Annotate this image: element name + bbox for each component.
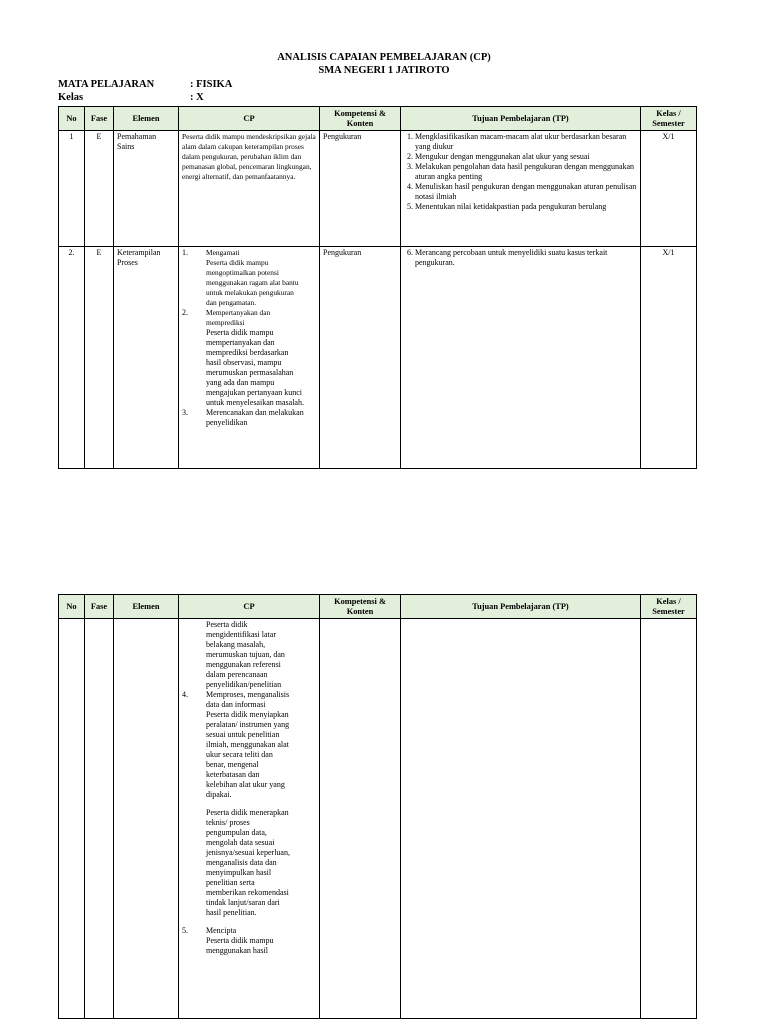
class-label: Kelas — [58, 92, 84, 103]
cp-paragraph: Peserta didik mampu menggunakan hasil — [206, 936, 274, 955]
table-row — [59, 619, 697, 1019]
column-header: Tujuan Pembelajaran (TP) — [401, 107, 641, 131]
cp-item — [182, 926, 291, 936]
column-header: No — [59, 595, 85, 619]
row-kompetensi: Pengukuran — [320, 131, 401, 247]
table-row — [59, 247, 697, 469]
cp-item — [182, 248, 305, 308]
tp-item: 2. Mengukur dengan menggunakan alat ukur yang sesuai — [415, 152, 637, 162]
table-header-row — [59, 107, 697, 131]
row-kompetensi: Pengukuran — [320, 247, 401, 469]
row-tp — [401, 247, 641, 469]
cp-item-heading: Mencipta — [206, 926, 237, 935]
cp-item-number: 4. — [182, 690, 188, 699]
row-cp — [179, 619, 320, 1019]
tp-item: 5. Menentukan nilai ketidakpastian pada pengukuran berulang — [415, 202, 637, 212]
subject-value: : FISIKA — [190, 79, 233, 90]
row-kelas: X/1 — [641, 131, 697, 247]
cp-item-body: Peserta didik mampu mengoptimalkan potensi menggunakan ragam alat bantu untuk melakukan pengukuran dan pengamatan. — [206, 258, 299, 307]
cp-item-heading: Merencanakan dan melakukan penyelidikan — [206, 408, 304, 427]
cp-paragraph: Peserta didik menyiapkan peralatan/ instrumen yang sesuai untuk penelitian ilmiah, menggunakan alat ukur secara teliti dan benar, mengenal keterbatasan dan kelebihan alat ukur yang dipakai. — [206, 710, 290, 799]
column-header: Elemen — [114, 107, 179, 131]
tp-item: 6. Merancang percobaan untuk menyelidiki suatu kasus terkait pengukuran. — [415, 248, 637, 268]
table-row — [59, 131, 697, 247]
cp-analysis-table — [58, 106, 697, 469]
cp-paragraph: Peserta didik menerapkan teknis/ proses pengumpulan data, mengolah data sesuai jenisnya/sesuai keperluan, menganalisis data dan menyimpulkan hasil penelitian serta memberikan rekomendasi tindak lanjut/saran dari hasil penelitian. — [206, 808, 290, 917]
cp-item-heading: Mempertanyakan dan memprediksi — [206, 308, 271, 327]
row-fase: E — [85, 247, 114, 469]
column-header: Kompetensi & Konten — [320, 595, 401, 619]
subject-label: MATA PELAJARAN — [58, 79, 155, 90]
cp-item — [182, 690, 291, 710]
column-header: Kelas / Semester — [641, 107, 697, 131]
tp-list — [404, 248, 637, 268]
column-header: Kelas / Semester — [641, 595, 697, 619]
column-header: CP — [179, 595, 320, 619]
row-tp — [401, 131, 641, 247]
cp-item — [182, 408, 305, 428]
cp-item — [182, 308, 305, 408]
row-fase: E — [85, 131, 114, 247]
document-title: ANALISIS CAPAIAN PEMBELAJARAN (CP) — [277, 52, 491, 63]
table-header-row — [59, 595, 697, 619]
cp-item-number: 2. — [182, 308, 188, 317]
cp-item-number: 1. — [182, 248, 188, 257]
column-header: No — [59, 107, 85, 131]
cp-item-heading: Mengamati — [206, 248, 240, 257]
cp-item-body: Peserta didik mampu mempertanyakan dan memprediksi berdasarkan hasil observasi, mampu merumuskan permasalahan yang ada dan mampu mengajukan pertanyaan kunci untuk menyelesaikan masalah. — [206, 328, 304, 407]
column-header: Fase — [85, 595, 114, 619]
column-header: Elemen — [114, 595, 179, 619]
tp-item: 3. Melakukan pengolahan data hasil pengukuran dengan menggunakan aturan angka penting — [415, 162, 637, 182]
cp-item-heading: Memproses, menganalisis data dan informasi — [206, 690, 290, 709]
cp-paragraph: Peserta didik mengidentifikasi latar belakang masalah, merumuskan tujuan, dan menggunakan referensi dalam perencanaan penyelidikan/penelitian — [206, 620, 285, 689]
cp-analysis-table-continued — [58, 594, 697, 1019]
row-cp: Peserta didik mampu mendeskripsikan gejala alam dalam cakupan keterampilan proses dalam pengukuran, perubahan iklim dan pemanasan global, pencemaran lingkungan, energi alternatif, dan pemanfaatannya. — [179, 131, 320, 247]
cp-item-number: 5. — [182, 926, 188, 935]
tp-list — [404, 132, 637, 212]
column-header: Tujuan Pembelajaran (TP) — [401, 595, 641, 619]
cp-item-number: 3. — [182, 408, 188, 417]
row-no: 1 — [59, 131, 85, 247]
column-header: Kompetensi & Konten — [320, 107, 401, 131]
tp-item: 1. Mengklasifikasikan macam-macam alat ukur berdasarkan besaran yang diukur — [415, 132, 637, 152]
column-header: CP — [179, 107, 320, 131]
class-line — [58, 92, 204, 103]
row-kelas: X/1 — [641, 247, 697, 469]
column-header: Fase — [85, 107, 114, 131]
row-elemen: Pemahaman Sains — [114, 131, 179, 247]
class-value: : X — [190, 92, 204, 103]
subject-line — [58, 79, 232, 90]
tp-item: 4. Menuliskan hasil pengukuran dengan menggunakan aturan penulisan notasi ilmiah — [415, 182, 637, 202]
row-no: 2. — [59, 247, 85, 469]
row-cp — [179, 247, 320, 469]
row-elemen: Keterampilan Proses — [114, 247, 179, 469]
school-name: SMA NEGERI 1 JATIROTO — [318, 65, 450, 76]
